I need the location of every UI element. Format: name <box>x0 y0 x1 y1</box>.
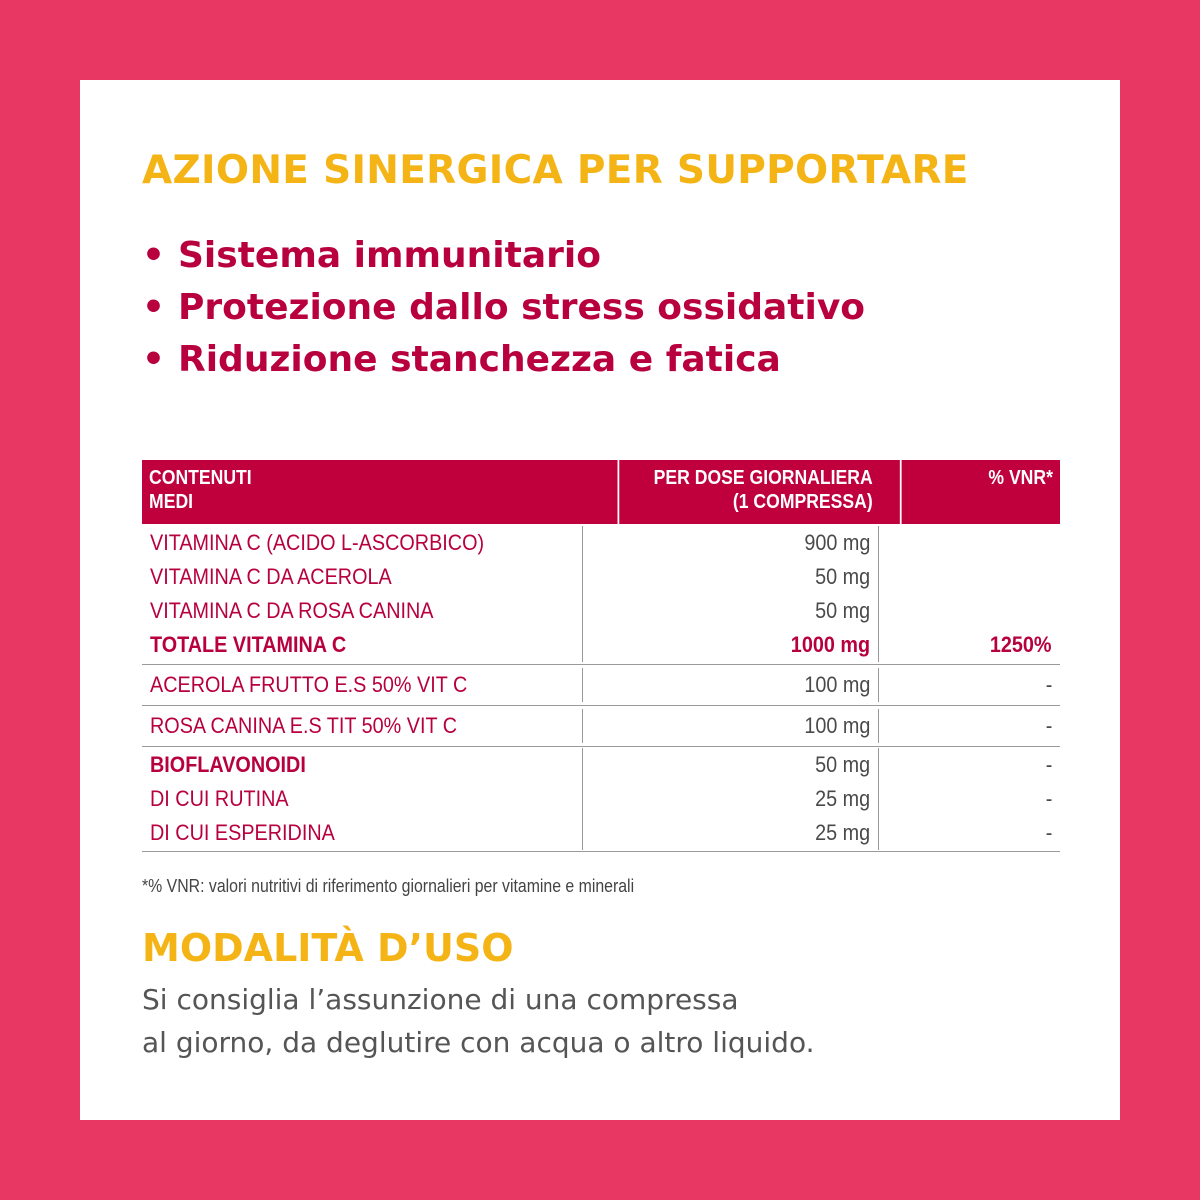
content-card <box>80 80 1120 1120</box>
row-name <box>142 709 582 743</box>
header-text: % VNR* <box>988 467 1053 489</box>
cell-text: 25 mg <box>814 786 870 811</box>
row-vnr <box>878 668 1060 702</box>
cell-text: DI CUI RUTINA <box>150 786 289 811</box>
cell-text: - <box>1045 672 1052 697</box>
table-row <box>142 560 1060 594</box>
header-vnr <box>900 460 1060 524</box>
table-row <box>142 782 1060 816</box>
bullet: • <box>142 287 166 328</box>
cell-text: - <box>1045 786 1052 811</box>
row-vnr <box>878 782 1060 816</box>
headline: AZIONE SINERGICA PER SUPPORTARE <box>142 148 969 193</box>
header-contents <box>142 460 529 524</box>
table-row <box>142 526 1060 560</box>
row-name <box>142 668 582 702</box>
table-row <box>142 709 1060 743</box>
row-name <box>142 816 582 850</box>
usage-instructions <box>142 978 1062 1064</box>
table-row <box>142 816 1060 850</box>
usage-title: MODALITÀ D’USO <box>142 926 514 970</box>
table-row <box>142 594 1060 628</box>
cell-text: DI CUI ESPERIDINA <box>150 820 335 845</box>
bullet: • <box>142 339 166 380</box>
row-dose <box>582 628 878 662</box>
row-name <box>142 748 582 782</box>
nutrition-table <box>142 460 1060 852</box>
table-group-acerola <box>142 665 1060 706</box>
benefit-item <box>142 282 865 334</box>
row-dose <box>582 560 878 594</box>
usage-line: al giorno, da deglutire con acqua o altro liquido. <box>142 1026 815 1059</box>
table-group-vitamin-c <box>142 524 1060 665</box>
header-text: MEDI <box>149 491 194 513</box>
row-vnr <box>878 526 1060 560</box>
header-text: (1 COMPRESSA) <box>732 491 873 513</box>
cell-text: VITAMINA C DA ROSA CANINA <box>150 598 434 623</box>
cell-text: 100 mg <box>803 672 870 697</box>
row-vnr <box>878 594 1060 628</box>
row-dose <box>582 709 878 743</box>
table-row <box>142 668 1060 702</box>
row-dose <box>582 594 878 628</box>
row-dose <box>582 782 878 816</box>
cell-text: 50 mg <box>814 564 870 589</box>
header-text: PER DOSE GIORNALIERA <box>653 467 873 489</box>
row-dose <box>582 748 878 782</box>
cell-text: ROSA CANINA E.S TIT 50% VIT C <box>150 713 458 738</box>
cell-text: 50 mg <box>814 598 870 623</box>
cell-text: VITAMINA C DA ACEROLA <box>150 564 392 589</box>
cell-text: - <box>1045 820 1052 845</box>
header-daily-dose <box>618 460 878 524</box>
cell-text: BIOFLAVONOIDI <box>150 752 306 777</box>
cell-text: 100 mg <box>803 713 870 738</box>
row-dose <box>582 526 878 560</box>
cell-text: 1000 mg <box>790 632 870 657</box>
bullet: • <box>142 235 166 276</box>
row-vnr <box>878 709 1060 743</box>
row-name <box>142 560 582 594</box>
row-dose <box>582 816 878 850</box>
row-dose <box>582 668 878 702</box>
row-vnr <box>878 748 1060 782</box>
cell-text: - <box>1045 752 1052 777</box>
row-name <box>142 526 582 560</box>
table-group-rosa-canina <box>142 706 1060 747</box>
row-name <box>142 782 582 816</box>
benefit-item <box>142 230 865 282</box>
benefit-label: Riduzione stanchezza e fatica <box>178 339 781 380</box>
cell-text: 25 mg <box>814 820 870 845</box>
benefits-list <box>142 230 865 386</box>
cell-text: 1250% <box>990 632 1052 657</box>
benefit-label: Sistema immunitario <box>178 235 601 276</box>
cell-text: - <box>1045 713 1052 738</box>
table-row <box>142 748 1060 782</box>
header-text: CONTENUTI <box>149 467 252 489</box>
cell-text: TOTALE VITAMINA C <box>150 632 347 657</box>
table-group-bioflavonoids <box>142 747 1060 852</box>
row-name <box>142 594 582 628</box>
cell-text: 900 mg <box>803 530 870 555</box>
usage-line: Si consiglia l’assunzione di una compressa <box>142 983 739 1016</box>
benefit-label: Protezione dallo stress ossidativo <box>178 287 866 328</box>
cell-text: ACEROLA FRUTTO E.S 50% VIT C <box>150 672 468 697</box>
row-vnr <box>878 628 1060 662</box>
vnr-footnote: *% VNR: valori nutritivi di riferimento giornalieri per vitamine e minerali <box>142 876 635 896</box>
benefit-item <box>142 334 865 386</box>
table-header <box>142 460 1060 524</box>
row-vnr <box>878 560 1060 594</box>
row-name <box>142 628 582 662</box>
table-row-total <box>142 628 1060 662</box>
cell-text: 50 mg <box>814 752 870 777</box>
cell-text: VITAMINA C (ACIDO L-ASCORBICO) <box>150 530 485 555</box>
row-vnr <box>878 816 1060 850</box>
